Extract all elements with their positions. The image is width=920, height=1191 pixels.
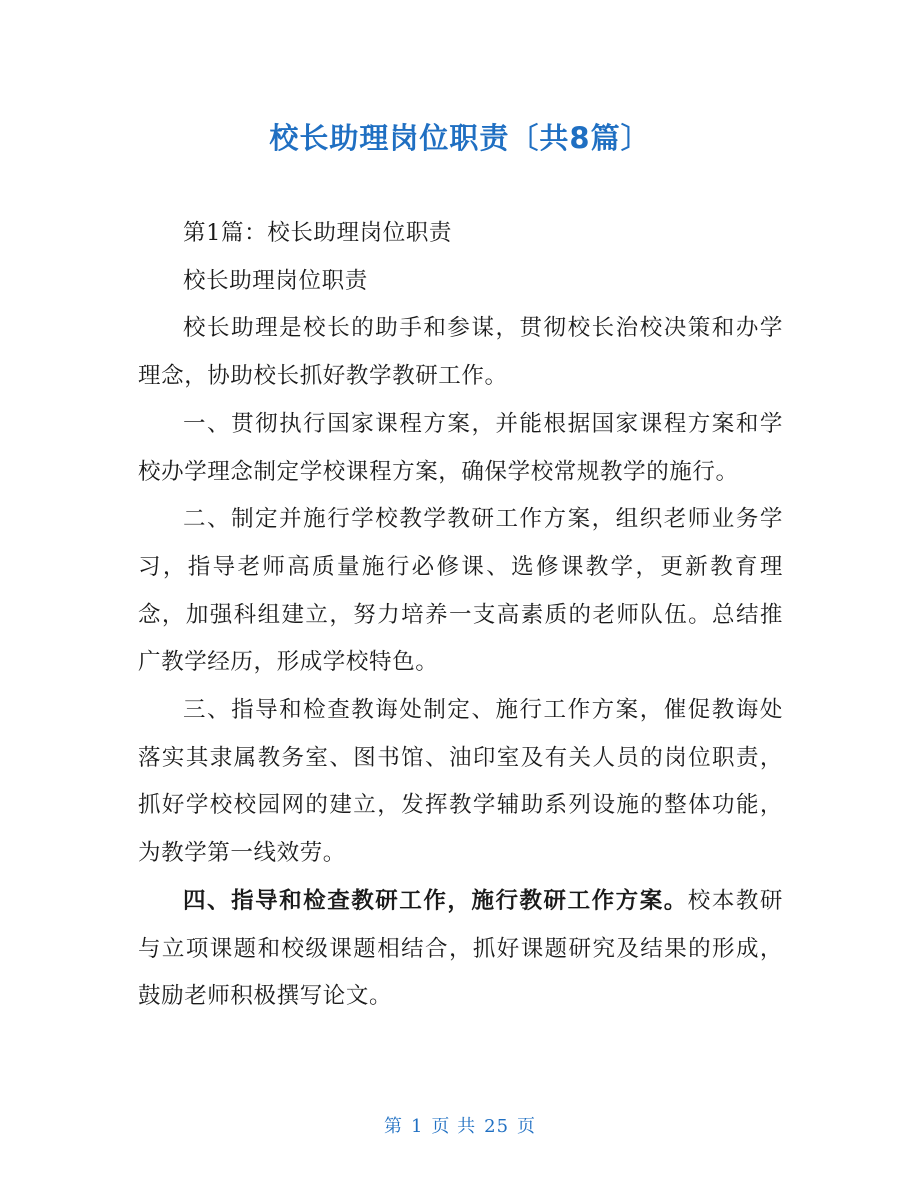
duty-paragraph-1: 一、贯彻执行国家课程方案，并能根据国家课程方案和学校办学理念制定学校课程方案，确保学校常规教学的施行。 xyxy=(138,410,783,485)
duty-paragraph-4-rest: 校本教研与立项课题和校级课题相结合，抓好课题研究及结果的形成，鼓励老师积极撰写论文。 xyxy=(138,887,783,1010)
duty-paragraph-2: 二、制定并施行学校教学教研工作方案，组织老师业务学习，指导老师高质量施行必修课、选修课教学，更新教育理念，加强科组建立，努力培养一支高素质的老师队伍。总结推广教学经历，形成学校特色。 xyxy=(138,506,783,676)
page-footer xyxy=(0,1112,920,1138)
footer-prefix: 第 xyxy=(383,1116,403,1137)
footer-suffix: 页 xyxy=(517,1116,537,1137)
subsection-heading: 校长助理岗位职责 xyxy=(183,267,368,294)
document-body xyxy=(138,210,783,1021)
footer-total-pages: 25 xyxy=(484,1116,510,1137)
duty-paragraph-4-lead: 四、指导和检查教研工作，施行教研工作方案。 xyxy=(183,887,688,914)
duty-paragraph-3: 三、指导和检查教诲处制定、施行工作方案，催促教诲处落实其隶属教务室、图书馆、油印室及有关人员的岗位职责，抓好学校校园网的建立，发挥教学辅助系列设施的整体功能，为教学第一线效劳。 xyxy=(138,697,783,867)
duty-paragraph-4 xyxy=(138,878,783,1021)
footer-page-number: 1 xyxy=(410,1116,424,1137)
intro-paragraph: 校长助理是校长的助手和参谋，贯彻校长治校决策和办学理念，协助校长抓好教学教研工作。 xyxy=(138,315,783,390)
section-heading: 第1篇：校长助理岗位职责 xyxy=(183,220,453,246)
footer-middle: 页 共 xyxy=(431,1116,477,1137)
page-title: 校长助理岗位职责〔共8篇〕 xyxy=(269,121,651,155)
